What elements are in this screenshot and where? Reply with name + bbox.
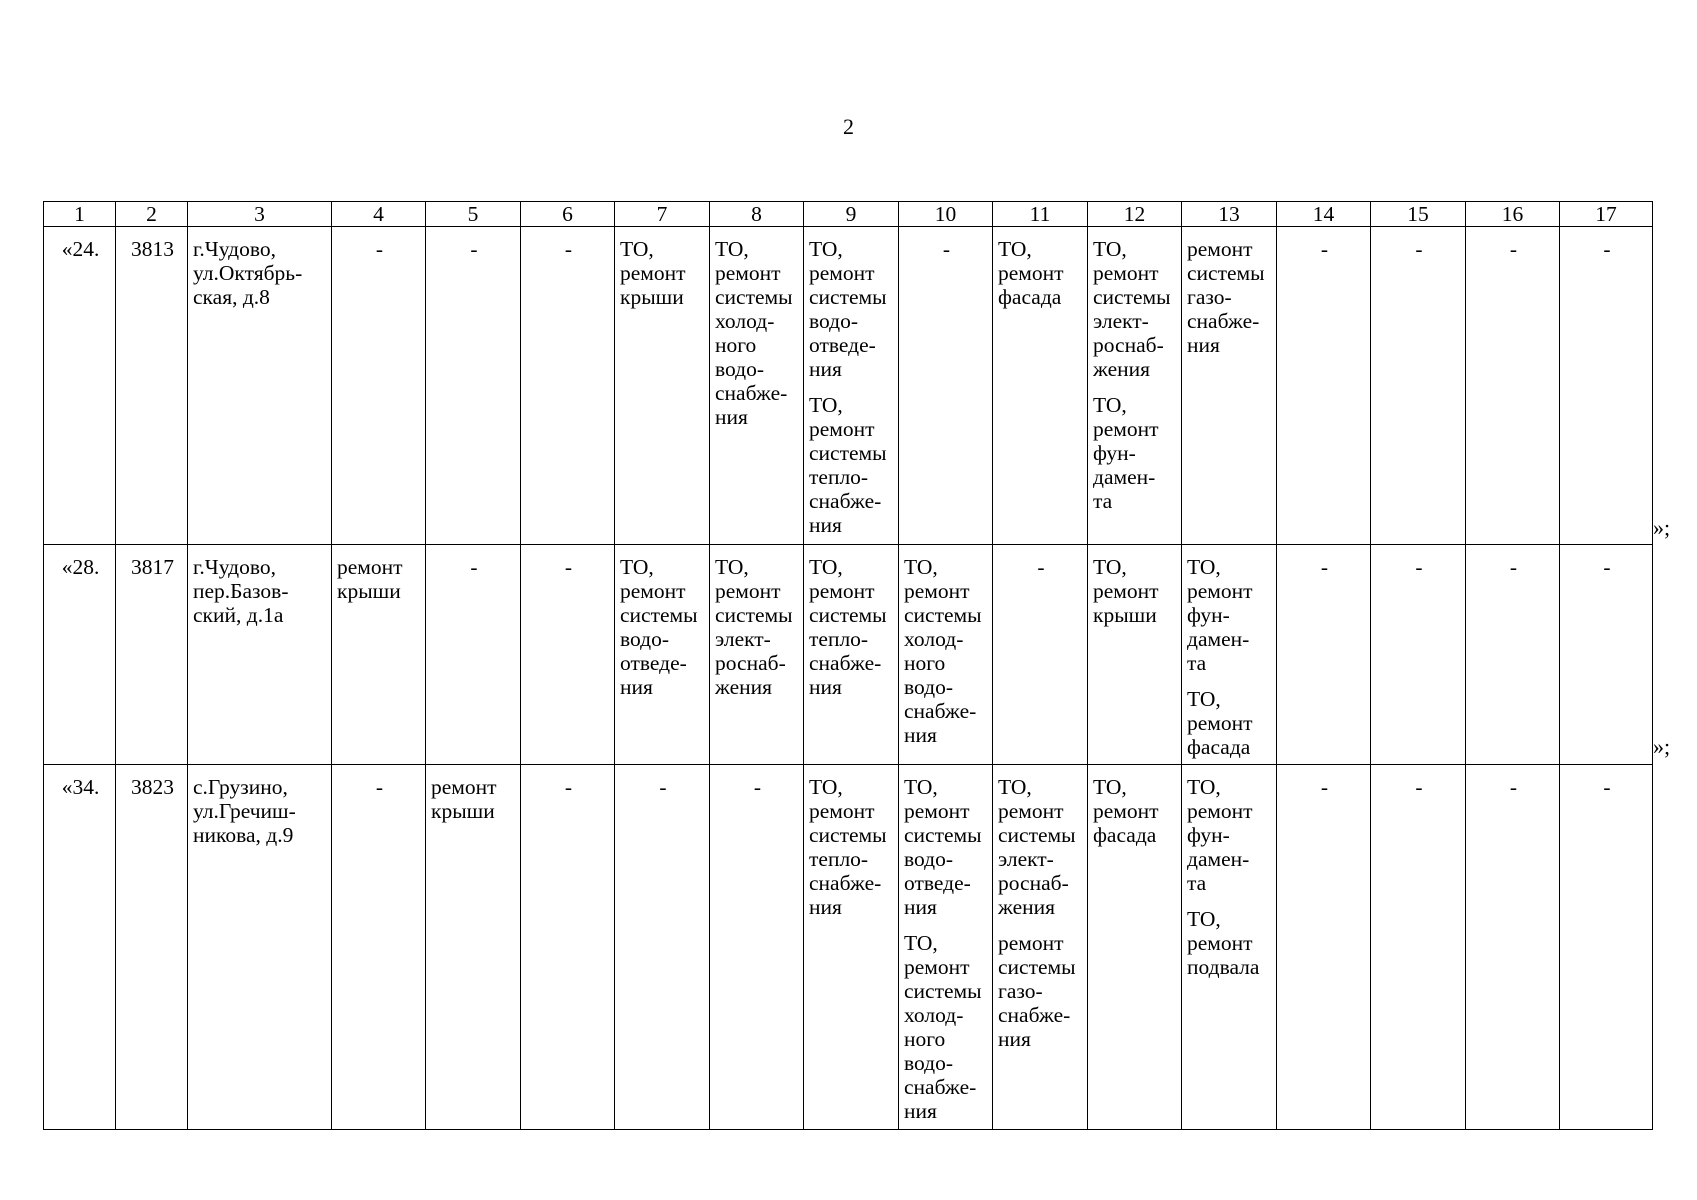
- work-entry: -: [1603, 237, 1611, 261]
- work-entry: ремонт крыши: [337, 555, 403, 603]
- work-cell: [1182, 545, 1277, 765]
- column-number-header: 11: [993, 202, 1088, 227]
- work-entry: ТО, ремонт системы холод- ного водо- снабже- ния: [904, 555, 982, 747]
- work-cell: [1466, 545, 1560, 765]
- work-cell: [1088, 227, 1182, 545]
- address-cell: с.Грузино, ул.Гречиш- никова, д.9: [188, 765, 332, 1130]
- work-cell: [1277, 545, 1371, 765]
- work-cell: [615, 765, 710, 1130]
- row-number-cell: «28.: [44, 545, 116, 765]
- building-code-cell: 3823: [116, 765, 188, 1130]
- work-cell: [804, 545, 899, 765]
- work-entry: -: [1037, 555, 1045, 579]
- work-entry: -: [942, 237, 951, 261]
- work-entry: ТО, ремонт системы холод- ного водо- снабже- ния: [715, 237, 793, 429]
- work-entry: ТО, ремонт системы холод- ного водо- снабже- ния: [904, 931, 982, 1123]
- work-cell: [710, 227, 804, 545]
- table-row: [44, 545, 1653, 765]
- work-entry: ТО, ремонт системы тепло- снабже- ния: [809, 393, 887, 537]
- work-cell: [521, 765, 615, 1130]
- work-entry: -: [470, 555, 478, 579]
- work-entry: ТО, ремонт фасада: [1187, 687, 1253, 759]
- work-cell: [993, 765, 1088, 1130]
- work-cell: [993, 545, 1088, 765]
- work-entry: ТО, ремонт фун- дамен- та: [1093, 393, 1159, 513]
- work-entry: ТО, ремонт фун- дамен- та: [1187, 775, 1253, 895]
- row-terminator: »;: [1653, 515, 1671, 540]
- work-entry: -: [375, 237, 384, 261]
- work-cell: [426, 765, 521, 1130]
- work-entry: -: [1603, 555, 1611, 579]
- work-cell: [1560, 227, 1653, 545]
- work-cell: [1371, 545, 1466, 765]
- work-entry: ТО, ремонт крыши: [1093, 555, 1159, 627]
- table-row: [44, 227, 1653, 545]
- work-cell: [804, 227, 899, 545]
- work-entry: ТО, ремонт системы тепло- снабже- ния: [809, 555, 887, 699]
- column-number-header: 17: [1560, 202, 1653, 227]
- column-number-header: 8: [710, 202, 804, 227]
- work-entry: ремонт системы газо- снабже- ния: [1187, 237, 1265, 357]
- work-entry: ТО, ремонт системы элект- роснаб- жения: [715, 555, 793, 699]
- work-entry: -: [564, 775, 573, 799]
- work-cell: [1088, 545, 1182, 765]
- work-entry: ТО, ремонт системы элект- роснаб- жения: [998, 775, 1076, 919]
- work-cell: [426, 227, 521, 545]
- work-cell: [1560, 765, 1653, 1130]
- work-entry: ТО, ремонт системы водо- отведе- ния: [904, 775, 982, 919]
- column-number-header: 9: [804, 202, 899, 227]
- column-number-header: 16: [1466, 202, 1560, 227]
- work-cell: [804, 765, 899, 1130]
- column-number-header: 10: [899, 202, 993, 227]
- work-cell: [899, 545, 993, 765]
- work-cell: [710, 545, 804, 765]
- column-number-header: 5: [426, 202, 521, 227]
- work-cell: [899, 227, 993, 545]
- work-cell: [615, 545, 710, 765]
- building-code-cell: 3813: [116, 227, 188, 545]
- work-cell: [615, 227, 710, 545]
- column-number-header: 15: [1371, 202, 1466, 227]
- row-number-cell: «34.: [44, 765, 116, 1130]
- work-entry: ТО, ремонт системы элект- роснаб- жения: [1093, 237, 1171, 381]
- column-number-row: [44, 202, 1653, 227]
- page-number: 2: [843, 114, 854, 139]
- work-cell: [899, 765, 993, 1130]
- address-cell: г.Чудово, ул.Октябрь- ская, д.8: [188, 227, 332, 545]
- work-entry: -: [659, 775, 667, 799]
- work-entry: -: [1320, 555, 1329, 579]
- work-entry: -: [375, 775, 384, 799]
- work-cell: [1182, 227, 1277, 545]
- work-entry: -: [753, 775, 762, 799]
- work-cell: [332, 765, 426, 1130]
- work-entry: -: [564, 555, 573, 579]
- work-entry: -: [564, 237, 573, 261]
- work-cell: [332, 545, 426, 765]
- column-number-header: 14: [1277, 202, 1371, 227]
- table-body: [44, 227, 1653, 1130]
- work-entry: ремонт системы газо- снабже- ния: [998, 931, 1076, 1051]
- work-cell: [993, 227, 1088, 545]
- work-entry: -: [1509, 555, 1518, 579]
- work-cell: [1182, 765, 1277, 1130]
- work-entry: -: [470, 237, 478, 261]
- column-number-header: 1: [44, 202, 116, 227]
- work-entry: ТО, ремонт системы водо- отведе- ния: [809, 237, 887, 381]
- column-number-header: 7: [615, 202, 710, 227]
- work-cell: [1088, 765, 1182, 1130]
- work-entry: ремонт крыши: [431, 775, 497, 823]
- column-number-header: 3: [188, 202, 332, 227]
- row-terminator: »;: [1653, 734, 1671, 759]
- work-cell: [1466, 765, 1560, 1130]
- work-cell: [1466, 227, 1560, 545]
- work-entry: -: [1603, 775, 1611, 799]
- work-cell: [710, 765, 804, 1130]
- work-cell: [332, 227, 426, 545]
- row-number-cell: «24.: [44, 227, 116, 545]
- work-entry: ТО, ремонт подвала: [1187, 907, 1260, 979]
- work-entry: -: [1320, 775, 1329, 799]
- work-cell: [1277, 227, 1371, 545]
- work-entry: ТО, ремонт фасада: [998, 237, 1064, 309]
- work-cell: [1371, 227, 1466, 545]
- column-number-header: 13: [1182, 202, 1277, 227]
- work-entry: ТО, ремонт системы водо- отведе- ния: [620, 555, 698, 699]
- work-entry: -: [1415, 237, 1423, 261]
- work-entry: -: [1509, 237, 1518, 261]
- work-entry: -: [1415, 775, 1423, 799]
- column-number-header: 2: [116, 202, 188, 227]
- building-code-cell: 3817: [116, 545, 188, 765]
- address-cell: г.Чудово, пер.Базов- ский, д.1а: [188, 545, 332, 765]
- work-cell: [521, 545, 615, 765]
- work-entry: -: [1320, 237, 1329, 261]
- work-cell: [521, 227, 615, 545]
- table-row: [44, 765, 1653, 1130]
- work-entry: ТО, ремонт фасада: [1093, 775, 1159, 847]
- work-cell: [1560, 545, 1653, 765]
- work-cell: [1371, 765, 1466, 1130]
- column-number-header: 6: [521, 202, 615, 227]
- repair-plan-table: [43, 201, 1653, 1130]
- work-entry: ТО, ремонт системы тепло- снабже- ния: [809, 775, 887, 919]
- work-cell: [426, 545, 521, 765]
- work-entry: -: [1415, 555, 1423, 579]
- work-entry: ТО, ремонт крыши: [620, 237, 686, 309]
- column-number-header: 12: [1088, 202, 1182, 227]
- column-number-header: 4: [332, 202, 426, 227]
- work-entry: ТО, ремонт фун- дамен- та: [1187, 555, 1253, 675]
- work-entry: -: [1509, 775, 1518, 799]
- work-cell: [1277, 765, 1371, 1130]
